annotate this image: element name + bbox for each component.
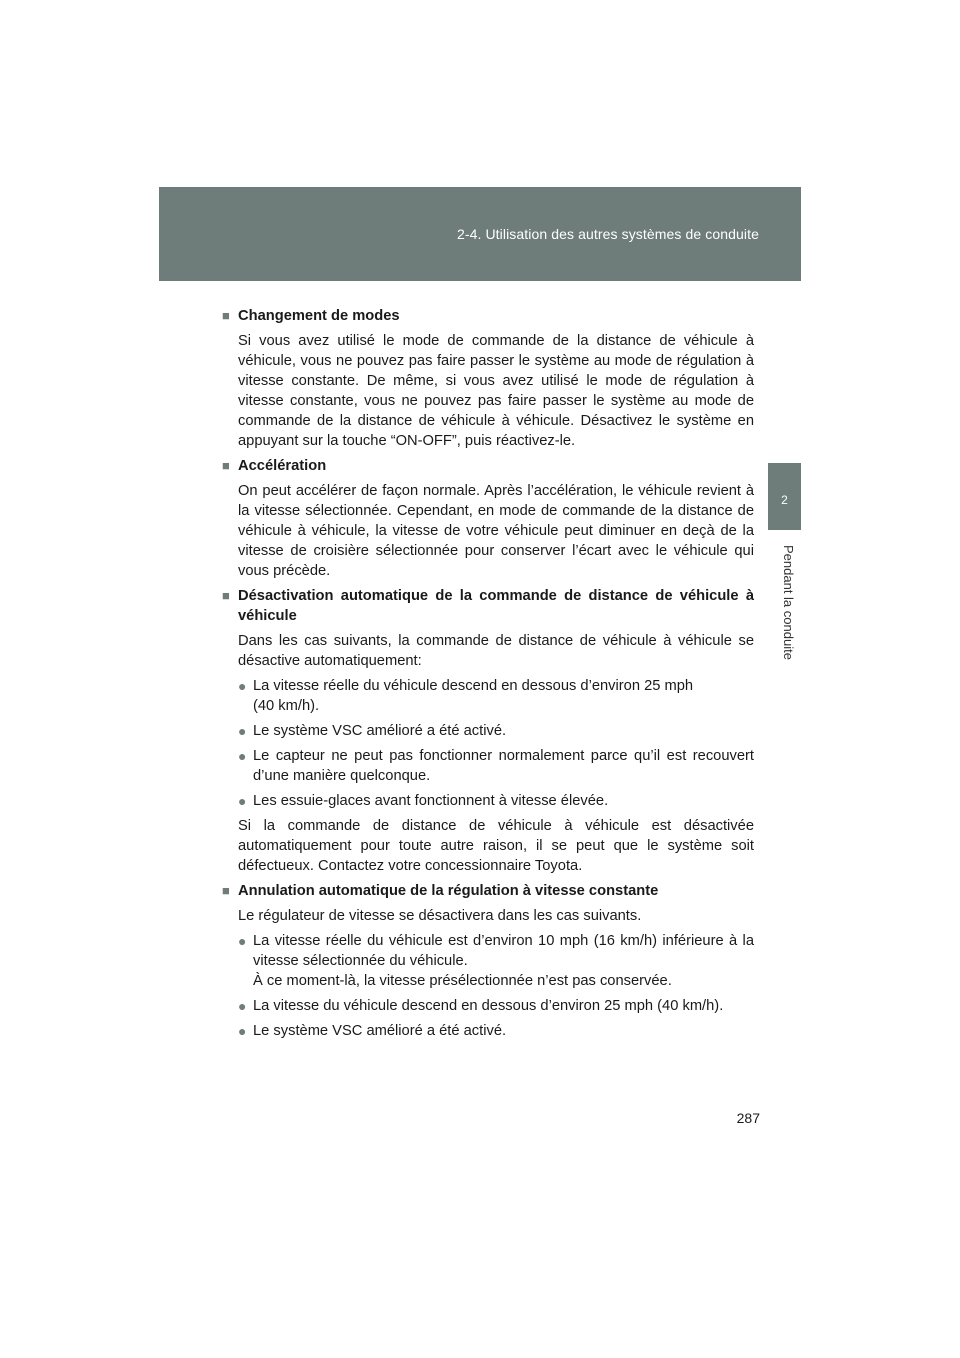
list-item: ● La vitesse du véhicule descend en dessous d’environ 25 mph (40 km/h). — [238, 998, 724, 1014]
section-title: Annulation automatique de la régulation à vitesse constante — [238, 883, 659, 899]
section-acceleration — [222, 456, 754, 581]
round-bullet-icon: ● — [238, 723, 247, 739]
section-title: Désactivation automatique de la commande de distance de véhicule à véhicule — [238, 588, 754, 624]
list-item: ● Le système VSC amélioré a été activé. — [238, 1023, 507, 1039]
paragraph: Dans les cas suivants, la commande de distance de véhicule à véhicule se désactive automatiquement: — [238, 633, 754, 669]
list-item: ● La vitesse réelle du véhicule est d’environ 10 mph (16 km/h) inférieure à la vitesse sélectionnée du véhicule. À ce moment-là, la vitesse présélectionnée n’est pas conservée. — [238, 933, 754, 989]
list-item: ● La vitesse réelle du véhicule descend en dessous d’environ 25 mph (40 km/h). — [238, 678, 694, 714]
square-bullet-icon: ■ — [222, 588, 230, 603]
list-item: ● Le système VSC amélioré a été activé. — [238, 723, 507, 739]
round-bullet-icon: ● — [238, 1023, 247, 1039]
section-desactivation-automatique — [222, 586, 754, 876]
round-bullet-icon: ● — [238, 933, 247, 949]
paragraph: On peut accélérer de façon normale. Après l’accélération, le véhicule revient à la vitesse sélectionnée. Cependant, en mode de commande de la distance de véhicule à véhicule, la vitesse de votre véhicule peut diminuer en deçà de la vitesse de croisière sélectionnée pour conserver l’écart avec le véhicule qui vous précède. — [238, 483, 754, 579]
section-title: Changement de modes — [238, 308, 400, 324]
section-changement-modes — [222, 306, 754, 451]
chapter-title: 2-4. Utilisation des autres systèmes de conduite — [456, 226, 759, 242]
section-annulation-automatique — [222, 881, 754, 1041]
chapter-number: 2 — [781, 493, 788, 507]
round-bullet-icon: ● — [238, 998, 247, 1014]
round-bullet-icon: ● — [238, 678, 247, 694]
section-title: Accélération — [238, 458, 327, 474]
page-content — [222, 306, 754, 1046]
list-item: ● Le capteur ne peut pas fonctionner normalement parce qu’il est recouvert d’une manière quelconque. — [238, 748, 754, 784]
paragraph: Si la commande de distance de véhicule à véhicule est désactivée automatiquement pour toute autre raison, il se peut que le système soit défectueux. Contactez votre concessionnaire Toyota. — [238, 818, 754, 874]
chapter-side-label: Pendant la conduite — [781, 544, 796, 660]
page-number: 287 — [736, 1110, 760, 1126]
square-bullet-icon: ■ — [222, 308, 230, 323]
square-bullet-icon: ■ — [222, 458, 230, 473]
header-band — [159, 187, 801, 281]
paragraph: Le régulateur de vitesse se désactivera dans les cas suivants. — [238, 908, 642, 924]
square-bullet-icon: ■ — [222, 883, 230, 898]
paragraph: Si vous avez utilisé le mode de commande de la distance de véhicule à véhicule, vous ne pouvez pas faire passer le système au mode de régulation à vitesse constante. De même, si vous avez utilisé le mode de régulation à vitesse constante, vous ne pouvez pas faire passer le système au mode de commande de la distance de véhicule à véhicule. Désactivez le système en appuyant sur la touche “ON-OFF”, puis réactivez-le. — [238, 333, 754, 449]
round-bullet-icon: ● — [238, 793, 247, 809]
list-item: ● Les essuie-glaces avant fonctionnent à vitesse élevée. — [238, 793, 609, 809]
chapter-tab — [768, 463, 801, 530]
round-bullet-icon: ● — [238, 748, 247, 764]
